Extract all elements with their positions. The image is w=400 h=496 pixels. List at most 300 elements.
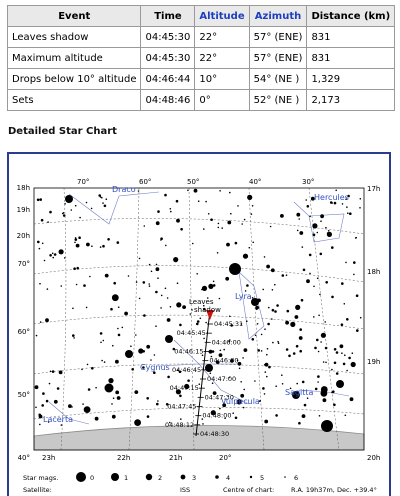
star <box>334 362 337 365</box>
star <box>208 213 210 215</box>
star <box>197 320 200 323</box>
star <box>341 282 344 285</box>
star <box>340 344 344 348</box>
star <box>271 268 275 272</box>
star <box>198 200 200 202</box>
star <box>118 334 120 336</box>
star <box>323 361 325 363</box>
top-axis-label: 60° <box>139 178 152 186</box>
star <box>264 328 266 330</box>
star <box>104 361 106 363</box>
star <box>49 254 52 257</box>
star <box>334 202 337 205</box>
bright-star <box>105 384 114 393</box>
legend-mag-label: 2 <box>158 474 163 482</box>
star <box>266 354 268 356</box>
star <box>237 205 239 207</box>
star <box>356 294 359 297</box>
star <box>143 281 146 284</box>
star <box>105 274 109 278</box>
distance-cell: 831 <box>307 27 395 48</box>
star <box>315 388 318 391</box>
star <box>37 199 40 202</box>
star <box>347 212 349 214</box>
star <box>240 381 242 383</box>
star <box>261 334 263 336</box>
star <box>79 217 81 219</box>
star <box>210 218 213 221</box>
star <box>282 274 285 277</box>
azimuth-cell: 54° (NE ) <box>249 69 307 90</box>
star <box>76 284 78 286</box>
star <box>328 230 330 232</box>
star <box>293 352 296 355</box>
star <box>218 223 220 225</box>
star <box>274 310 277 313</box>
legend-star-mags-label: Star mags. <box>23 474 59 482</box>
star <box>331 296 334 299</box>
star <box>165 288 167 290</box>
star <box>325 227 327 229</box>
star <box>218 227 220 229</box>
altitude-cell: 22° <box>195 48 249 69</box>
star <box>325 281 328 284</box>
time-label: 04:47:45 <box>167 402 197 411</box>
star <box>286 348 289 351</box>
star <box>307 205 310 208</box>
star <box>157 400 159 402</box>
star <box>313 316 315 318</box>
star <box>346 206 348 208</box>
star <box>325 362 327 364</box>
star <box>246 320 248 322</box>
star <box>110 308 113 311</box>
star <box>266 265 270 269</box>
star <box>76 267 79 270</box>
right-axis-label: 18h <box>367 268 381 276</box>
star <box>71 209 73 211</box>
star <box>290 322 295 327</box>
star <box>305 199 307 201</box>
star <box>317 278 319 280</box>
star <box>257 323 259 325</box>
star <box>128 275 130 277</box>
star <box>309 254 312 257</box>
star <box>205 322 207 324</box>
star <box>268 366 271 369</box>
star <box>187 190 189 192</box>
left-axis-label: 40° <box>17 454 30 462</box>
star <box>59 371 63 375</box>
star <box>156 267 160 271</box>
star <box>39 424 41 426</box>
star <box>194 189 198 193</box>
star <box>44 260 46 262</box>
star <box>134 419 141 426</box>
star <box>104 205 107 208</box>
star <box>73 337 75 339</box>
star <box>146 345 150 349</box>
star <box>100 246 102 248</box>
legend-mag-star <box>181 475 186 480</box>
star <box>268 307 270 309</box>
star <box>219 408 221 410</box>
star <box>356 329 359 332</box>
star <box>160 237 163 240</box>
left-axis-label: 70° <box>17 260 30 268</box>
legend-mag-label: 0 <box>90 474 95 482</box>
constellation-label-draco: Draco <box>112 185 136 194</box>
star <box>267 323 270 326</box>
star <box>244 348 248 352</box>
star-chart[interactable] <box>9 154 389 496</box>
star <box>297 230 299 232</box>
star <box>298 422 301 425</box>
star <box>255 335 257 337</box>
star <box>317 381 319 383</box>
legend-mag-star <box>146 474 152 480</box>
star <box>130 345 132 347</box>
star <box>76 244 80 248</box>
left-axis-label: 19h <box>16 206 30 214</box>
star <box>177 282 179 284</box>
star <box>265 371 267 373</box>
star <box>355 237 357 239</box>
star <box>270 226 272 228</box>
star <box>101 360 103 362</box>
legend-satellite-label: Satellite: <box>23 486 52 494</box>
column-header-azimuth[interactable]: Azimuth <box>249 6 307 27</box>
star <box>182 305 186 309</box>
star <box>41 404 44 407</box>
constellation-label-vulpecula: Vulpecula <box>221 397 260 406</box>
star <box>232 412 234 414</box>
legend-mag-label: 1 <box>124 474 129 482</box>
left-axis <box>17 184 30 462</box>
star <box>296 345 299 348</box>
star <box>191 309 193 311</box>
constellation-label-hercules: Hercules <box>314 193 349 202</box>
star <box>46 400 49 403</box>
column-header-altitude[interactable]: Altitude <box>195 6 249 27</box>
star <box>64 257 66 259</box>
star <box>190 313 192 315</box>
legend-centre-value: R.A. 19h37m, Dec. +39.4° <box>291 486 377 494</box>
star <box>57 387 60 390</box>
star <box>288 355 291 358</box>
star <box>39 415 43 419</box>
star <box>262 289 264 291</box>
star <box>344 354 346 356</box>
star <box>157 277 159 279</box>
star <box>348 357 351 360</box>
star <box>106 198 108 200</box>
star <box>353 261 356 264</box>
star <box>122 327 124 329</box>
star <box>82 403 84 405</box>
star <box>353 274 355 276</box>
constellation-label-lacerta: Lacerta <box>43 415 74 424</box>
star <box>302 381 305 384</box>
column-header-event: Event <box>8 6 141 27</box>
star <box>167 297 169 299</box>
right-axis-label: 17h <box>367 185 381 193</box>
star <box>205 201 207 203</box>
star <box>42 243 44 245</box>
star <box>63 212 65 214</box>
star <box>83 284 86 287</box>
constellation-label-sagitta: Sagitta <box>285 388 314 397</box>
star <box>150 359 152 361</box>
bright-star <box>205 364 213 372</box>
star <box>327 232 329 234</box>
star <box>107 238 110 241</box>
star <box>202 423 204 425</box>
star <box>298 218 300 220</box>
time-cell: 04:48:46 <box>141 90 195 111</box>
star <box>156 221 160 225</box>
star <box>102 202 104 204</box>
star <box>161 295 163 297</box>
star <box>309 273 311 275</box>
star <box>35 385 39 389</box>
star <box>317 232 319 234</box>
star <box>352 352 354 354</box>
star <box>72 308 74 310</box>
star <box>75 238 78 241</box>
star <box>320 253 323 256</box>
star <box>272 342 274 344</box>
table-header-row <box>8 6 395 27</box>
star <box>360 317 362 319</box>
iss-track <box>165 310 243 438</box>
star <box>50 371 52 373</box>
star <box>61 424 63 426</box>
star <box>272 309 275 312</box>
bottom-axis-label: 22h <box>117 454 131 462</box>
star <box>148 283 150 285</box>
azimuth-cell: 57° (ENE) <box>249 48 307 69</box>
star <box>299 328 302 331</box>
star <box>235 242 238 245</box>
star <box>167 376 170 379</box>
star <box>335 190 337 192</box>
star <box>323 398 327 402</box>
star <box>302 246 304 248</box>
bottom-axis-label: 23h <box>42 454 56 462</box>
constellation-label-cygnus: Cygnus <box>140 363 170 372</box>
star <box>313 234 316 237</box>
star <box>346 318 349 321</box>
legend-mag-star <box>250 476 252 478</box>
star <box>86 243 90 247</box>
star <box>102 245 105 248</box>
star <box>75 237 77 239</box>
star <box>35 407 37 409</box>
star <box>103 340 105 342</box>
star <box>208 284 213 289</box>
time-label: 04:46:00 <box>211 338 241 347</box>
star <box>147 415 150 418</box>
star <box>334 348 337 351</box>
star <box>157 210 160 213</box>
star <box>343 363 346 366</box>
star <box>312 223 317 228</box>
star <box>295 305 300 310</box>
star <box>117 396 121 400</box>
star <box>349 212 352 215</box>
column-header-distance: Distance (km) <box>307 6 395 27</box>
distance-cell: 1,329 <box>307 69 395 90</box>
star <box>86 202 88 204</box>
star <box>200 318 202 320</box>
star <box>68 404 72 408</box>
star <box>304 404 307 407</box>
star <box>242 357 244 359</box>
event-cell: Leaves shadow <box>8 27 141 48</box>
star <box>217 252 219 254</box>
star <box>52 253 54 255</box>
bright-star <box>321 420 333 432</box>
star <box>336 351 339 354</box>
star <box>307 397 309 399</box>
distance-cell: 831 <box>307 48 395 69</box>
event-cell: Drops below 10° altitude <box>8 69 141 90</box>
star <box>47 288 49 290</box>
star <box>299 350 302 353</box>
time-label: 04:47:30 <box>204 393 234 402</box>
star <box>252 338 255 341</box>
star <box>296 383 298 385</box>
time-cell: 04:45:30 <box>141 27 195 48</box>
star <box>40 321 42 323</box>
star <box>156 403 159 406</box>
star <box>41 219 44 222</box>
star <box>151 271 153 273</box>
star <box>223 349 225 351</box>
star <box>117 328 119 330</box>
right-axis-label: 20h <box>367 454 381 462</box>
star <box>244 219 246 221</box>
legend-mag-star <box>215 475 219 479</box>
chart-legend <box>23 472 377 494</box>
star <box>319 294 321 296</box>
star <box>213 281 215 283</box>
time-label: 04:48:12 <box>164 420 195 429</box>
star <box>112 345 114 347</box>
star <box>112 294 119 301</box>
star <box>275 414 278 417</box>
star <box>202 286 207 291</box>
star <box>276 304 279 307</box>
star <box>39 198 42 201</box>
star <box>247 195 252 200</box>
legend-satellite-name: ISS <box>180 486 191 494</box>
star <box>176 200 179 203</box>
star <box>336 372 339 375</box>
star <box>220 350 222 352</box>
star <box>332 390 335 393</box>
star <box>280 214 284 218</box>
star <box>170 208 172 210</box>
azimuth-cell: 57° (ENE) <box>249 27 307 48</box>
star <box>39 248 41 250</box>
star <box>203 338 205 340</box>
azimuth-cell: 52° (NE ) <box>249 90 307 111</box>
star <box>180 228 183 231</box>
star <box>42 392 45 395</box>
star <box>118 306 120 308</box>
bottom-axis-label: 21h <box>169 454 183 462</box>
star <box>37 241 40 244</box>
time-label: 04:47:00 <box>207 375 237 383</box>
bright-star <box>65 195 73 203</box>
star <box>74 242 76 244</box>
star <box>187 379 190 382</box>
star <box>170 306 172 308</box>
star <box>313 286 315 288</box>
legend-mag-star <box>284 476 286 478</box>
star <box>91 208 93 210</box>
star <box>325 347 328 350</box>
bright-star <box>229 263 241 275</box>
star <box>52 257 54 259</box>
legend-mag-label: 5 <box>260 474 265 482</box>
star <box>266 376 268 378</box>
star <box>176 302 181 307</box>
star <box>299 231 303 235</box>
star <box>254 380 256 382</box>
star <box>173 257 178 262</box>
star <box>344 303 346 305</box>
star <box>264 420 268 424</box>
star <box>257 349 260 352</box>
star <box>45 318 49 322</box>
star <box>264 393 266 395</box>
star <box>317 375 320 378</box>
star <box>164 194 167 197</box>
star <box>59 249 64 254</box>
star <box>138 190 140 192</box>
star <box>271 318 273 320</box>
star <box>252 205 254 207</box>
star <box>84 406 91 413</box>
star <box>81 369 83 371</box>
star <box>285 321 289 325</box>
star <box>101 197 103 199</box>
star <box>49 383 51 385</box>
star <box>303 269 306 272</box>
star <box>225 277 229 281</box>
star <box>299 336 303 340</box>
star <box>156 264 158 266</box>
leaves-shadow-label-line: shadow <box>194 306 221 314</box>
star <box>229 192 231 194</box>
table-row <box>8 48 395 69</box>
star <box>87 364 89 366</box>
star <box>155 291 158 294</box>
legend-mag-label: 6 <box>294 474 299 482</box>
star <box>230 213 232 215</box>
star <box>91 245 93 247</box>
star <box>278 342 280 344</box>
star <box>296 213 300 217</box>
left-axis-label: 50° <box>17 391 30 399</box>
event-cell: Maximum altitude <box>8 48 141 69</box>
star <box>192 243 194 245</box>
star <box>54 400 58 404</box>
star <box>167 318 171 322</box>
